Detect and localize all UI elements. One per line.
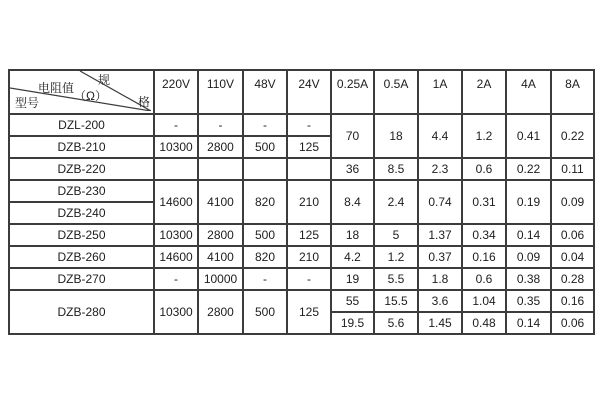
model-cell: DZB-260 [9,246,154,268]
value-cell-merged: 500 [243,290,287,334]
value-cell: - [198,114,243,136]
table-row-dzb270 [9,268,594,290]
value-cell: 10300 [154,224,198,246]
value-cell: 0.04 [551,246,594,268]
corner-header-cell [9,70,154,114]
model-label: 型号 [15,96,40,110]
value-cell: 0.35 [506,290,551,312]
value-cell: - [154,114,198,136]
value-cell: 0.6 [462,268,506,290]
table-row-dzb260 [9,246,594,268]
spec-label-top: 规 [98,73,111,87]
model-cell: DZB-280 [9,290,154,334]
value-cell-merged: 2.4 [374,180,418,224]
resistance-unit-label: （Ω） [74,89,107,103]
table-row-dzl200 [9,114,594,136]
value-cell: 5.6 [374,312,418,334]
value-cell: 0.09 [506,246,551,268]
value-cell: 0.14 [506,224,551,246]
value-cell: 15.5 [374,290,418,312]
value-cell: - [287,114,331,136]
value-cell: 19 [331,268,374,290]
value-cell-merged: 70 [331,114,374,158]
model-cell: DZB-240 [9,202,154,224]
column-header-8a: 8A [551,70,594,114]
value-cell: 0.11 [551,158,594,180]
column-header-24v: 24V [287,70,331,114]
value-cell: 0.16 [462,246,506,268]
value-cell: 55 [331,290,374,312]
value-cell: 210 [287,246,331,268]
value-cell: 19.5 [331,312,374,334]
spec-label-bottom: 格 [138,95,151,109]
value-cell: 820 [243,246,287,268]
value-cell: 1.2 [374,246,418,268]
column-header-1a: 1A [418,70,462,114]
value-cell-merged: 10300 [154,290,198,334]
resistance-spec-table [8,69,595,335]
table-row-dzb280 [9,290,594,312]
value-cell: 0.06 [551,224,594,246]
column-header-220v: 220V [154,70,198,114]
value-cell-merged: 14600 [154,180,198,224]
value-cell: 0.37 [418,246,462,268]
column-header-2a: 2A [462,70,506,114]
value-cell: 4100 [198,246,243,268]
value-cell: 125 [287,136,331,158]
value-cell: 1.45 [418,312,462,334]
header-row [9,70,594,114]
column-header-48v: 48V [243,70,287,114]
table-row-dzb220 [9,158,594,180]
value-cell: 4.2 [331,246,374,268]
value-cell: 5.5 [374,268,418,290]
value-cell: 0.22 [506,158,551,180]
model-cell: DZB-230 [9,180,154,202]
value-cell: 0.14 [506,312,551,334]
value-cell: 0.38 [506,268,551,290]
value-cell: - [243,114,287,136]
model-cell: DZB-250 [9,224,154,246]
value-cell: 2800 [198,136,243,158]
column-header-025a: 0.25A [331,70,374,114]
value-cell-merged: 4100 [198,180,243,224]
value-cell: 1.04 [462,290,506,312]
value-cell: 500 [243,136,287,158]
value-cell-merged: 125 [287,290,331,334]
value-cell: - [154,268,198,290]
value-cell-merged: 18 [374,114,418,158]
value-cell-merged: 8.4 [331,180,374,224]
column-header-05a: 0.5A [374,70,418,114]
value-cell-merged: 0.09 [551,180,594,224]
value-cell [287,158,331,180]
value-cell-merged: 4.4 [418,114,462,158]
model-cell: DZL-200 [9,114,154,136]
value-cell: 0.34 [462,224,506,246]
table-row-dzb230 [9,180,594,202]
value-cell: 1.8 [418,268,462,290]
value-cell-merged: 0.41 [506,114,551,158]
value-cell: 1.37 [418,224,462,246]
value-cell-merged: 0.22 [551,114,594,158]
value-cell: 10000 [198,268,243,290]
value-cell: 500 [243,224,287,246]
value-cell: 0.06 [551,312,594,334]
value-cell: 0.6 [462,158,506,180]
model-cell: DZB-270 [9,268,154,290]
value-cell-merged: 0.74 [418,180,462,224]
value-cell: 0.48 [462,312,506,334]
value-cell: 0.16 [551,290,594,312]
value-cell: 2.3 [418,158,462,180]
column-header-4a: 4A [506,70,551,114]
value-cell-merged: 0.31 [462,180,506,224]
value-cell-merged: 1.2 [462,114,506,158]
value-cell: 3.6 [418,290,462,312]
value-cell: - [287,268,331,290]
value-cell [243,158,287,180]
table-row-dzb250 [9,224,594,246]
value-cell: 18 [331,224,374,246]
model-cell: DZB-210 [9,136,154,158]
value-cell: - [243,268,287,290]
value-cell: 5 [374,224,418,246]
value-cell: 36 [331,158,374,180]
resistance-label: 电阻值 [38,81,75,95]
value-cell [198,158,243,180]
value-cell-merged: 0.19 [506,180,551,224]
column-header-110v: 110V [198,70,243,114]
value-cell-merged: 210 [287,180,331,224]
value-cell-merged: 2800 [198,290,243,334]
value-cell: 125 [287,224,331,246]
value-cell: 8.5 [374,158,418,180]
value-cell: 2800 [198,224,243,246]
value-cell [154,158,198,180]
value-cell: 14600 [154,246,198,268]
model-cell: DZB-220 [9,158,154,180]
value-cell-merged: 820 [243,180,287,224]
value-cell: 0.28 [551,268,594,290]
value-cell: 10300 [154,136,198,158]
